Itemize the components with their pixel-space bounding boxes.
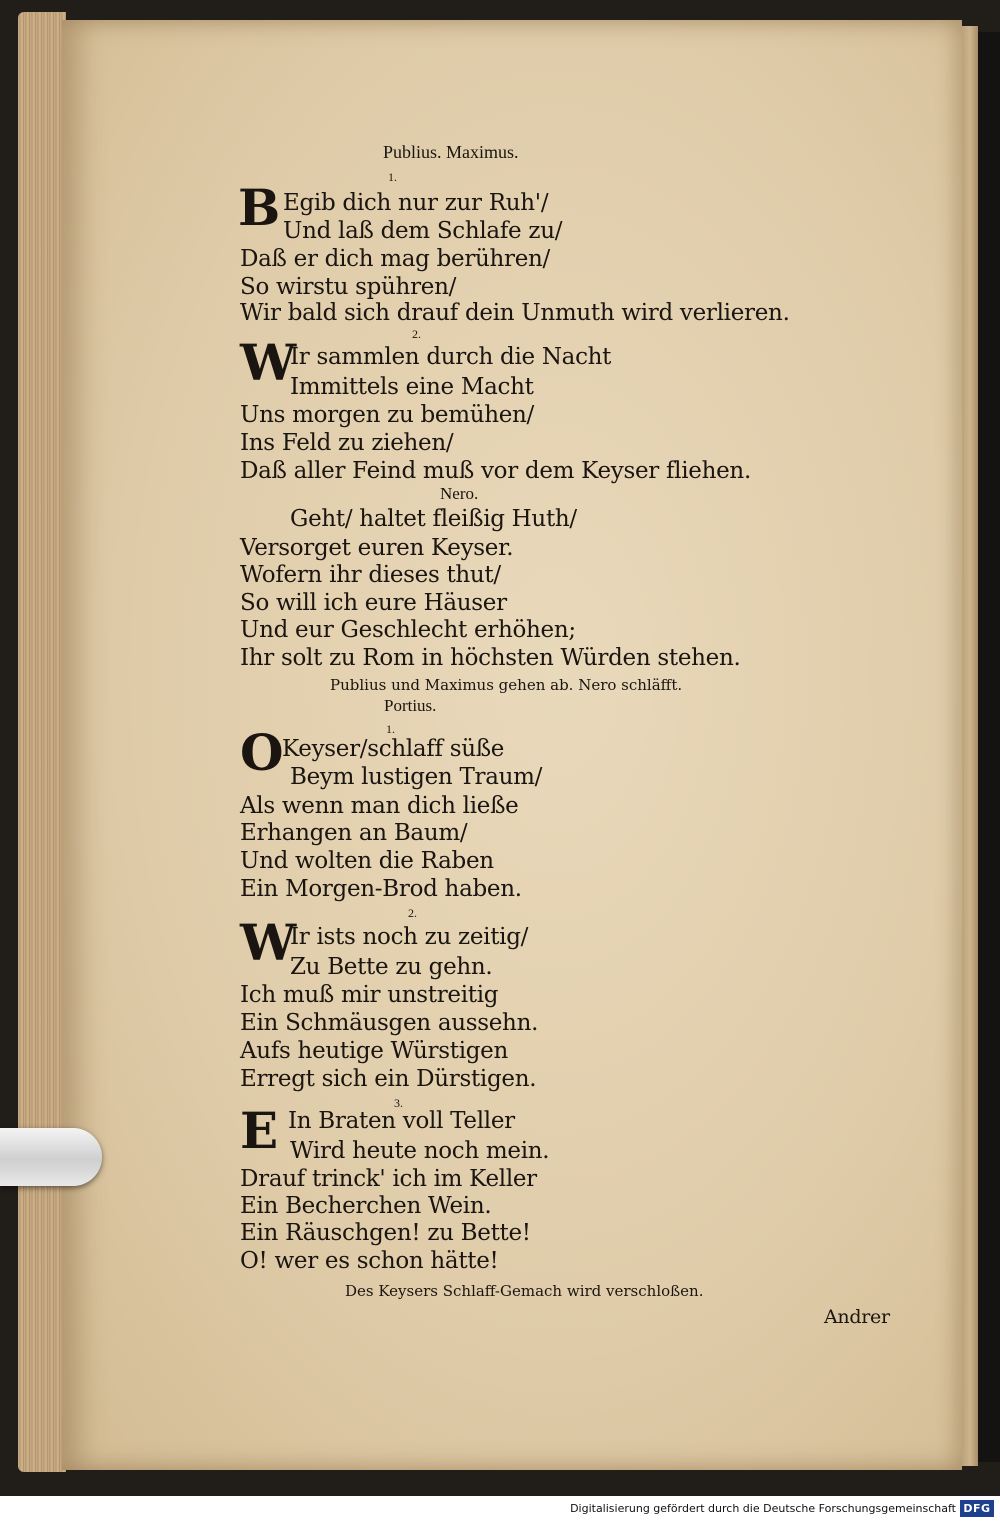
- verse-line: Zu Bette zu gehn.: [290, 954, 493, 980]
- verse-number: 1.: [386, 722, 395, 736]
- verse-line: Keyser/schlaff süße: [282, 736, 505, 762]
- facing-page-edge: [962, 26, 978, 1466]
- drop-cap: E: [240, 1101, 279, 1160]
- verse-line: So wirstu spühren/: [240, 274, 457, 300]
- verse-line: Wird heute noch mein.: [290, 1138, 550, 1164]
- funding-credit: Digitalisierung gefördert durch die Deutsche Forschungsgemeinschaft: [570, 1502, 956, 1515]
- verse-line: Ir sammlen durch die Nacht: [290, 344, 612, 370]
- verse-line: Ins Feld zu ziehen/: [240, 430, 454, 456]
- page-stack-shadow: [978, 32, 1000, 1462]
- verse-line: Geht/ haltet fleißig Huth/: [290, 506, 577, 532]
- verse-line: Ein Schmäusgen aussehn.: [240, 1010, 539, 1036]
- verse-number: 1.: [388, 170, 397, 184]
- verse-line: Daß er dich mag berühren/: [240, 246, 551, 272]
- verse-line: Ein Becherchen Wein.: [240, 1193, 492, 1219]
- verse-line: O! wer es schon hätte!: [240, 1248, 499, 1274]
- drop-cap: W: [240, 913, 297, 972]
- verse-line: Erregt sich ein Dürstigen.: [240, 1066, 537, 1092]
- speakers-heading: Publius. Maximus.: [383, 142, 519, 162]
- viewer-page-clip: [0, 1128, 102, 1186]
- catchword: Andrer: [824, 1306, 890, 1328]
- speaker-name: Nero.: [440, 484, 479, 503]
- verse-line: Und eur Geschlecht erhöhen;: [240, 617, 576, 643]
- verse-line: Ir ists noch zu zeitig/: [290, 924, 529, 950]
- footer-bar: [0, 1496, 1000, 1525]
- drop-cap: O: [240, 723, 284, 782]
- verse-number: 3.: [394, 1096, 403, 1110]
- verse-line: In Braten voll Teller: [288, 1108, 515, 1134]
- verse-number: 2.: [412, 327, 421, 341]
- verse-number: 2.: [408, 906, 417, 920]
- verse-line: Ich muß mir unstreitig: [240, 982, 499, 1008]
- stage-direction: Des Keysers Schlaff-Gemach wird verschloßen.: [345, 1282, 704, 1300]
- verse-line: Uns morgen zu bemühen/: [240, 402, 535, 428]
- verse-line: Und laß dem Schlafe zu/: [283, 218, 563, 244]
- verse-line: Als wenn man dich ließe: [240, 793, 519, 819]
- book-page-edges: [18, 12, 66, 1472]
- verse-line: So will ich eure Häuser: [240, 590, 507, 616]
- verse-line: Wofern ihr dieses thut/: [240, 562, 501, 588]
- verse-line: Wir bald sich drauf dein Unmuth wird verlieren.: [240, 300, 790, 326]
- verse-line: Beym lustigen Traum/: [290, 764, 543, 790]
- verse-line: Ein Morgen-Brod haben.: [240, 876, 522, 902]
- verse-line: Aufs heutige Würstigen: [240, 1038, 508, 1064]
- verse-line: Versorget euren Keyser.: [240, 535, 514, 561]
- speaker-name: Portius.: [384, 696, 437, 715]
- drop-cap: B: [238, 178, 281, 237]
- dfg-logo: DFG: [960, 1500, 994, 1517]
- drop-cap: W: [240, 333, 297, 392]
- verse-line: Und wolten die Raben: [240, 848, 494, 874]
- verse-line: Immittels eine Macht: [290, 374, 534, 400]
- stage-direction: Publius und Maximus gehen ab. Nero schläfft.: [330, 676, 683, 694]
- verse-line: Erhangen an Baum/: [240, 820, 468, 846]
- verse-line: Egib dich nur zur Ruh'/: [283, 190, 549, 216]
- verse-line: Ein Räuschgen! zu Bette!: [240, 1220, 531, 1246]
- verse-line: Ihr solt zu Rom in höchsten Würden stehen.: [240, 645, 741, 671]
- verse-line: Drauf trinck' ich im Keller: [240, 1166, 537, 1192]
- verse-line: Daß aller Feind muß vor dem Keyser fliehen.: [240, 458, 751, 484]
